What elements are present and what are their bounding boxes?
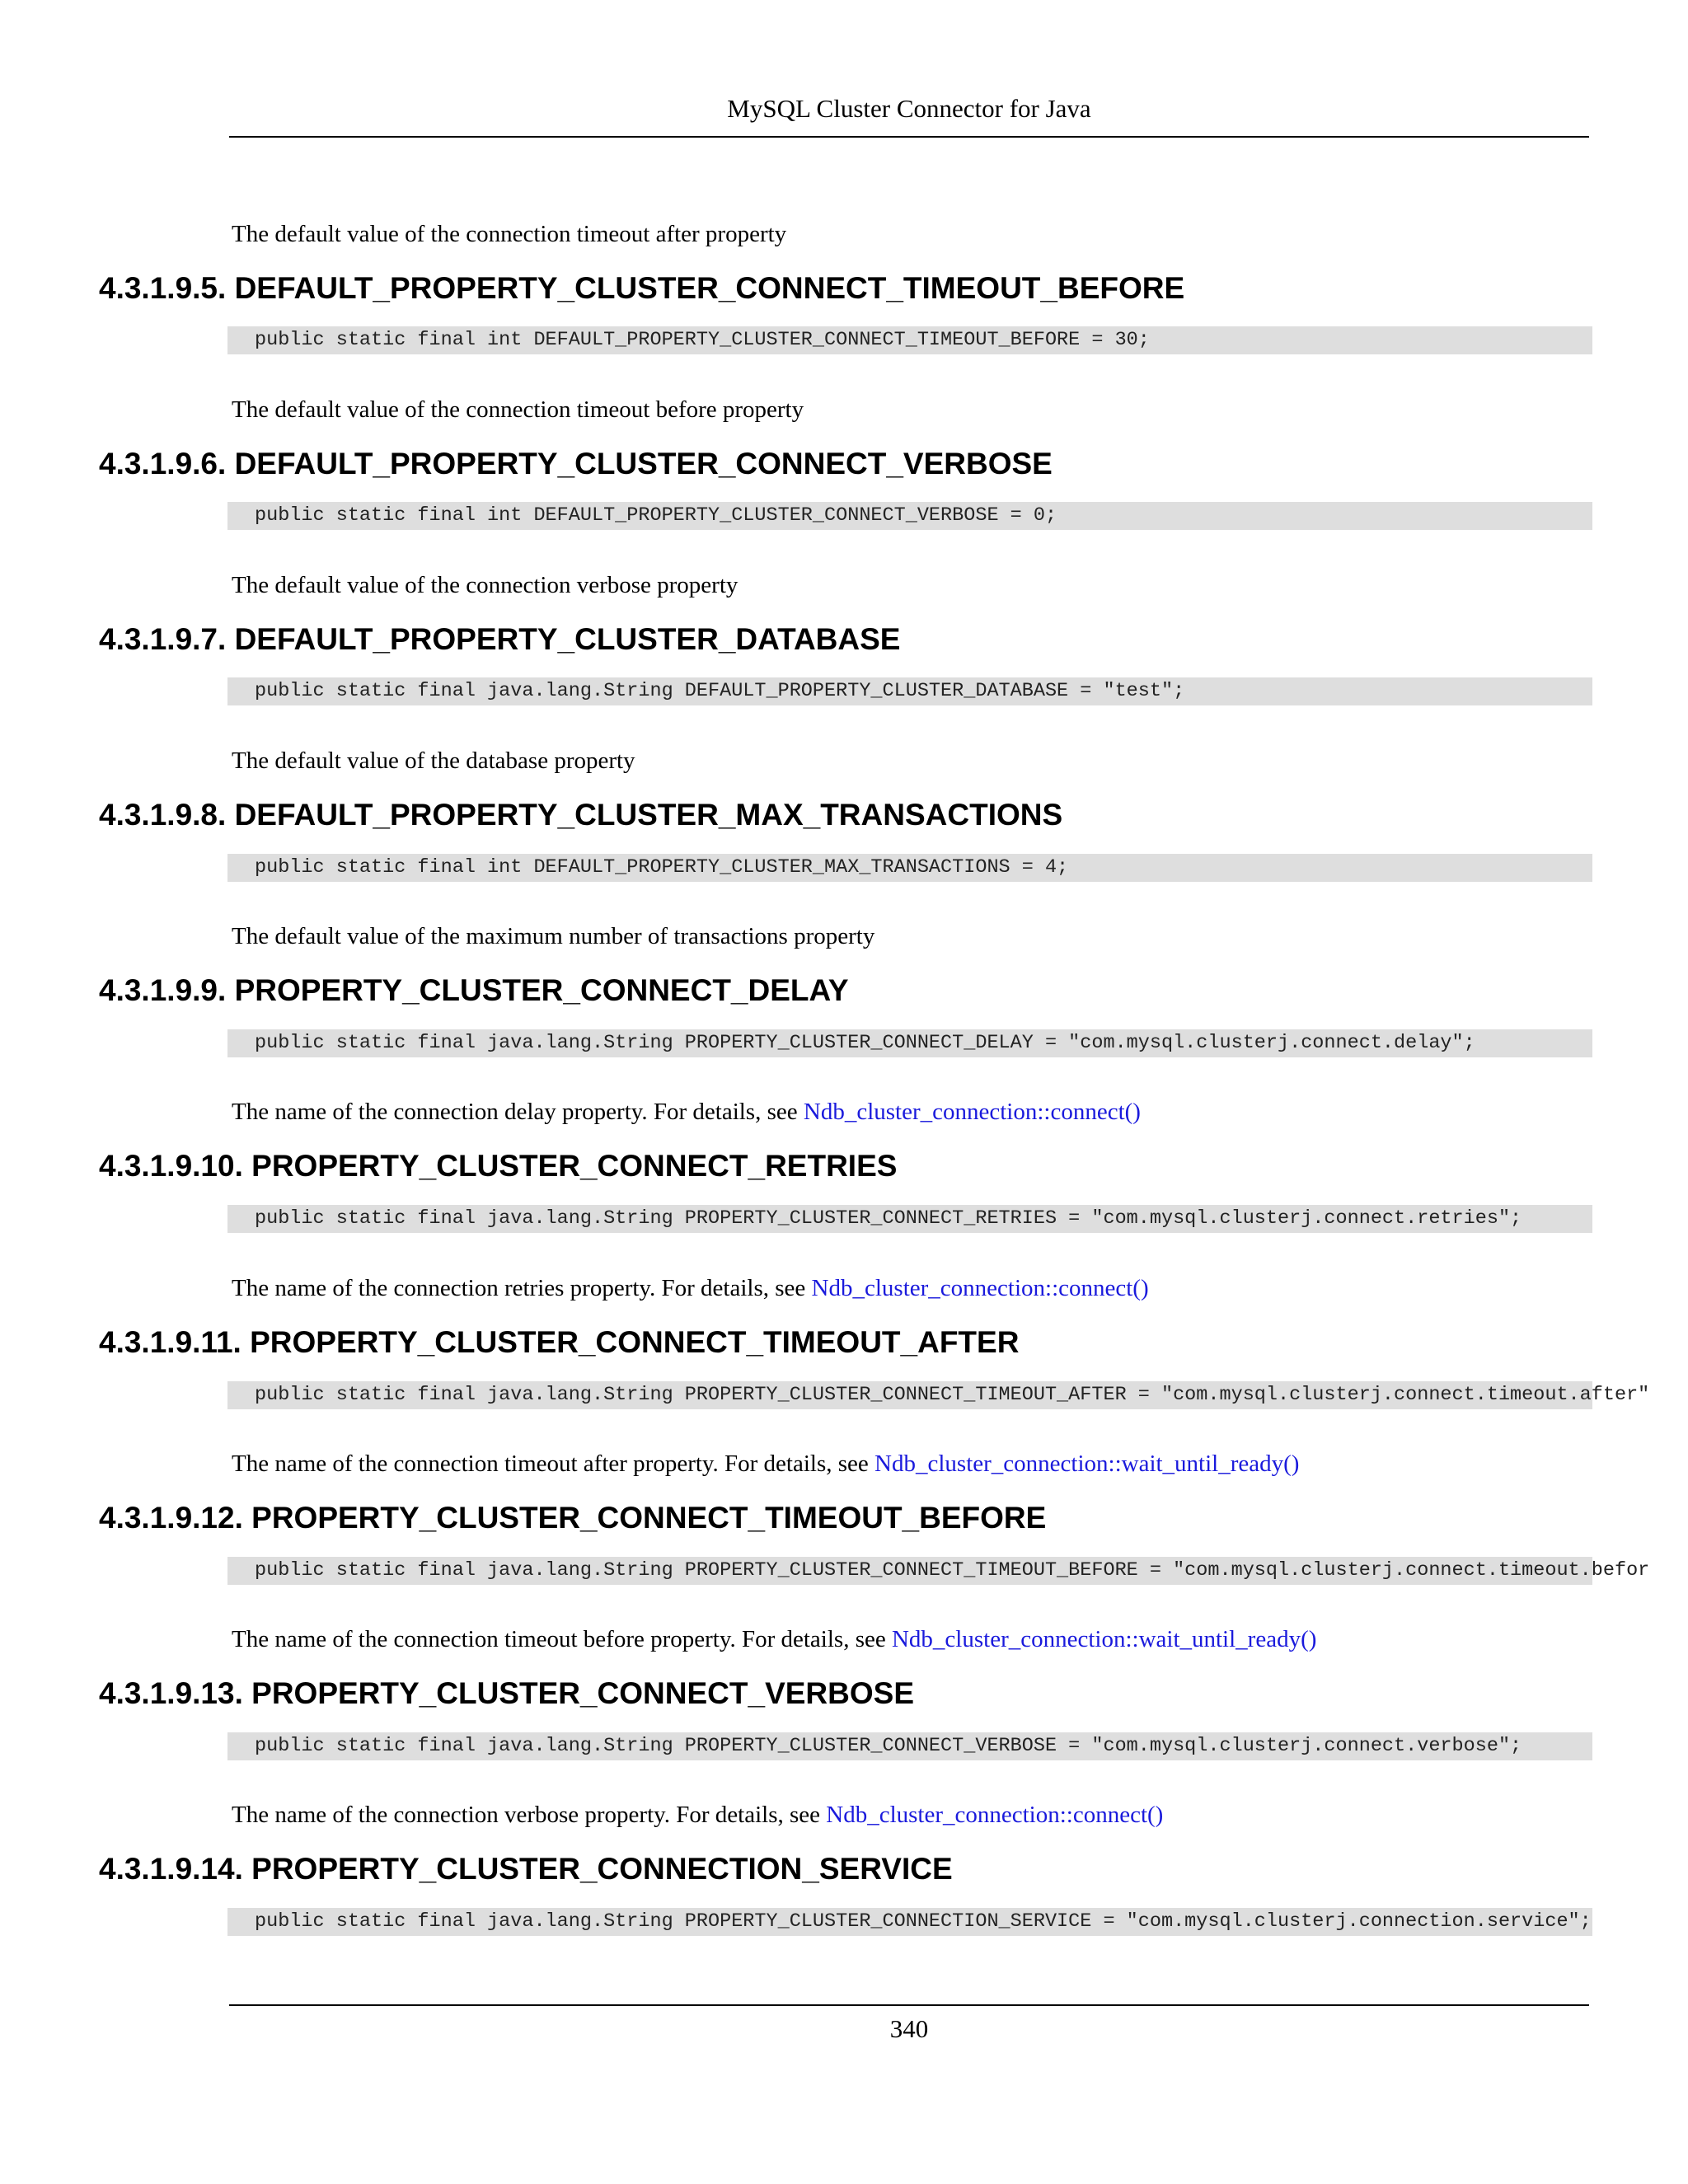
page-number: 340: [889, 2014, 929, 2043]
section-description: [232, 570, 738, 600]
code-line: public static final int DEFAULT_PROPERTY_CLUSTER_MAX_TRANSACTIONS = 4;: [255, 856, 1069, 879]
section-heading: 4.3.1.9.5. DEFAULT_PROPERTY_CLUSTER_CONNECT_TIMEOUT_BEFORE: [99, 271, 1185, 305]
ndb-wait-until-ready-link[interactable]: Ndb_cluster_connection::wait_until_ready(): [891, 1626, 1317, 1652]
code-line: public static final int DEFAULT_PROPERTY_CLUSTER_CONNECT_TIMEOUT_BEFORE = 30;: [255, 329, 1150, 351]
description-text: The default value of the database property: [232, 748, 635, 774]
section-heading: 4.3.1.9.13. PROPERTY_CLUSTER_CONNECT_VERBOSE: [99, 1676, 915, 1710]
section-heading: 4.3.1.9.9. PROPERTY_CLUSTER_CONNECT_DELAY: [99, 973, 849, 1007]
section-description: [232, 395, 804, 424]
description-text: The name of the connection retries property. For details, see: [232, 1275, 812, 1301]
ndb-wait-until-ready-link[interactable]: Ndb_cluster_connection::wait_until_ready(): [874, 1451, 1300, 1477]
section-description: [232, 1800, 1163, 1830]
code-line: public static final java.lang.String PROPERTY_CLUSTER_CONNECT_TIMEOUT_AFTER = "com.mysql.clusterj.connect.timeout.after": [255, 1384, 1650, 1406]
section-heading: 4.3.1.9.12. PROPERTY_CLUSTER_CONNECT_TIMEOUT_BEFORE: [99, 1501, 1047, 1535]
description-text: The name of the connection delay property. For details, see: [232, 1099, 804, 1125]
ndb-connect-link[interactable]: Ndb_cluster_connection::connect(): [811, 1275, 1149, 1301]
section-description: [232, 1097, 1141, 1127]
section-heading: 4.3.1.9.10. PROPERTY_CLUSTER_CONNECT_RETRIES: [99, 1149, 898, 1183]
section-heading: 4.3.1.9.8. DEFAULT_PROPERTY_CLUSTER_MAX_TRANSACTIONS: [99, 798, 1063, 832]
code-line: public static final int DEFAULT_PROPERTY_CLUSTER_CONNECT_VERBOSE = 0;: [255, 504, 1057, 527]
code-line: public static final java.lang.String PROPERTY_CLUSTER_CONNECT_VERBOSE = "com.mysql.clusterj.connect.verbose";: [255, 1735, 1522, 1757]
section-description: [232, 1449, 1299, 1479]
description-text: The default value of the connection verbose property: [232, 572, 738, 598]
section-heading: 4.3.1.9.14. PROPERTY_CLUSTER_CONNECTION_SERVICE: [99, 1852, 953, 1886]
code-line: public static final java.lang.String DEFAULT_PROPERTY_CLUSTER_DATABASE = "test";: [255, 680, 1185, 702]
section-heading: 4.3.1.9.6. DEFAULT_PROPERTY_CLUSTER_CONNECT_VERBOSE: [99, 447, 1053, 480]
header-rule: [229, 136, 1589, 138]
section-description: [232, 1273, 1149, 1303]
section-heading: 4.3.1.9.7. DEFAULT_PROPERTY_CLUSTER_DATABASE: [99, 622, 901, 656]
description-text: The name of the connection timeout after property. For details, see: [232, 1451, 875, 1477]
section-description: [232, 921, 874, 951]
section-description: [232, 746, 635, 776]
ndb-connect-link[interactable]: Ndb_cluster_connection::connect(): [803, 1099, 1141, 1125]
page-header-title: MySQL Cluster Connector for Java: [727, 94, 1091, 123]
footer-rule: [229, 2004, 1589, 2006]
description-text: The name of the connection verbose property. For details, see: [232, 1802, 827, 1828]
code-line: public static final java.lang.String PROPERTY_CLUSTER_CONNECT_RETRIES = "com.mysql.clusterj.connect.retries";: [255, 1207, 1522, 1230]
section-heading: 4.3.1.9.11. PROPERTY_CLUSTER_CONNECT_TIMEOUT_AFTER: [99, 1325, 1020, 1359]
description-text: The name of the connection timeout before property. For details, see: [232, 1626, 892, 1652]
code-line: public static final java.lang.String PROPERTY_CLUSTER_CONNECTION_SERVICE = "com.mysql.clusterj.connection.service";: [255, 1910, 1592, 1933]
intro-paragraph: The default value of the connection timeout after property: [232, 221, 787, 247]
description-text: The default value of the connection timeout before property: [232, 396, 804, 423]
code-line: public static final java.lang.String PROPERTY_CLUSTER_CONNECT_TIMEOUT_BEFORE = "com.mysql.clusterj.connect.timeout.befor: [255, 1559, 1650, 1582]
code-line: public static final java.lang.String PROPERTY_CLUSTER_CONNECT_DELAY = "com.mysql.clusterj.connect.delay";: [255, 1032, 1475, 1054]
section-description: [232, 1624, 1316, 1654]
ndb-connect-link[interactable]: Ndb_cluster_connection::connect(): [826, 1802, 1164, 1828]
description-text: The default value of the maximum number of transactions property: [232, 923, 875, 949]
